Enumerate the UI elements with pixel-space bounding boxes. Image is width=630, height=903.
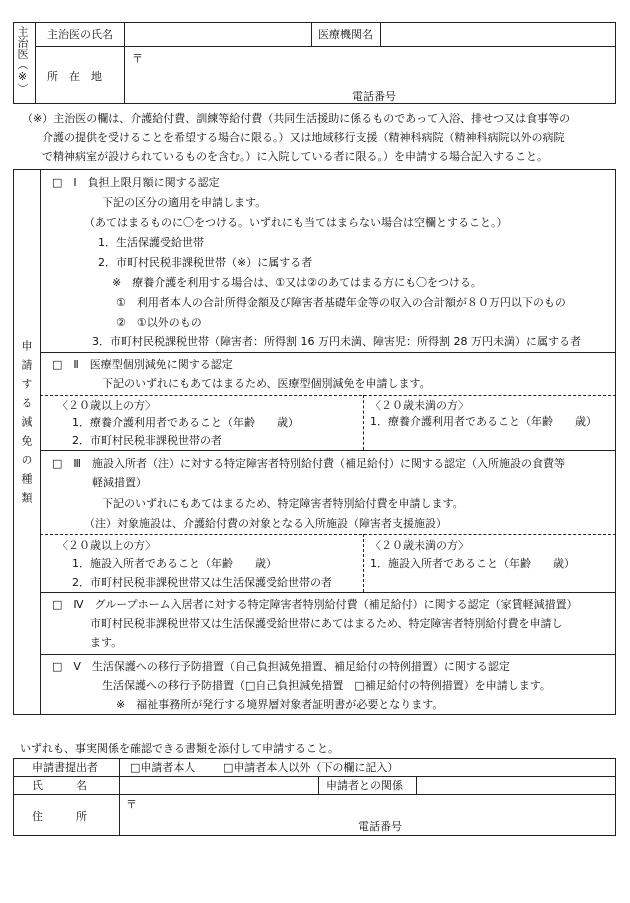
submitter-phone-label: 電話番号 [358, 820, 402, 833]
relation-field[interactable] [418, 778, 614, 793]
sec5-title[interactable]: □ Ⅴ 生活保護への移行予防措置（自己負担減免措置、補足給付の特例措置）に関する認定 [52, 660, 510, 673]
sec3-note: （注）対象施設は、介護給付費の対象となる入所施設（障害者支援施設） [84, 517, 447, 530]
institution-label: 医療機関名 [318, 28, 373, 41]
doctor-postal-mark: 〒 [132, 52, 143, 65]
doctor-name-label: 主治医の氏名 [47, 28, 113, 41]
sec3-title-cont: 軽減措置） [92, 476, 147, 489]
submitter-name-label: 氏 名 [32, 779, 87, 792]
sec3-left-item-1: 1．施設入所者であること（年齢 歳） [72, 557, 277, 570]
sec2-right-item-1: 1．療養介護利用者であること（年齢 歳） [370, 415, 597, 428]
sec1-line-3: 1．生活保護受給世帯 [98, 236, 204, 249]
sec1-title[interactable]: □ Ⅰ 負担上限月額に関する認定 [52, 176, 220, 189]
doctor-phone-label: 電話番号 [352, 90, 396, 103]
sec1-line-5: ※ 療養介護を利用する場合は、①又は②のあてはまる方にも〇をつける。 [112, 276, 482, 289]
sec2-right-head: 〈２０歳未満の方〉 [370, 399, 469, 412]
sec3-line: 下記のいずれにもあてはまるため、特定障害者特別給付費を申請します。 [102, 497, 464, 510]
doctor-address-label: 所 在 地 [47, 70, 102, 83]
sec3-right-head: 〈２０歳未満の方〉 [370, 539, 469, 552]
sec5-note: ※ 福祉事務所が発行する境界層対象者証明書が必要となります。 [116, 698, 444, 711]
submitter-option-self[interactable]: □申請者本人 [130, 761, 196, 774]
doctor-note-line-2: 介護の提供を受けることを希望する場合に限る。）又は地域移行支援（精神科病院（精神科病院以外の病院 [42, 131, 565, 144]
sec3-left-head: 〈２０歳以上の方〉 [57, 539, 156, 552]
sec2-left-item-2: 2．市町村民税非課税世帯の者 [72, 434, 222, 447]
sec2-left-item-1: 1．療養介護利用者であること（年齢 歳） [72, 416, 299, 429]
sec1-line-2: （あてはまるものに〇をつける。いずれにも当てはまらない場合は空欄とすること。） [84, 216, 508, 229]
submitter-label: 申請書提出者 [32, 761, 98, 774]
footer-note: いずれも、事実関係を確認できる書類を添付して申請すること。 [20, 742, 339, 755]
submitter-option-other[interactable]: □申請者本人以外（下の欄に記入） [223, 761, 399, 774]
sec4-line-cont: ます。 [90, 636, 123, 649]
submitter-address-label: 住 所 [32, 810, 87, 823]
doctor-note-line-1: （※）主治医の欄は、介護給付費、訓練等給付費（共同生活援助に係るものであって入浴、排せつ又は食事等の [22, 112, 571, 125]
sec5-line[interactable]: 生活保護への移行予防措置（□自己負担減免措置 □補足給付の特例措置）を申請します。 [102, 679, 551, 692]
doctor-note-line-3: で精神病室が設けられているものを含む。）に入院している者に限る。）を申請する場合記入すること。 [42, 150, 548, 163]
sec2-left-head: 〈２０歳以上の方〉 [57, 399, 156, 412]
sec4-title[interactable]: □ Ⅳ グループホーム入居者に対する特定障害者特別給付費（補足給付）に関する認定（家賃軽減措置） [52, 598, 578, 611]
sec1-line-1: 下記の区分の適用を申請します。 [102, 196, 267, 209]
types-side-label: 申請する減免の種類 [20, 340, 33, 511]
submitter-postal-mark: 〒 [126, 798, 137, 811]
sec3-right-item-1: 1．施設入所者であること（年齢 歳） [370, 557, 575, 570]
submitter-name-field[interactable] [121, 778, 316, 793]
sec1-line-7: ② ①以外のもの [116, 316, 202, 329]
sec2-line: 下記のいずれにもあてはまるため、医療型個別減免を申請します。 [102, 377, 431, 390]
sec4-line: 市町村民税非課税世帯又は生活保護受給世帯にあてはまるため、特定障害者特別給付費を申請し [90, 617, 563, 630]
sec1-line-4: 2．市町村民税非課税世帯（※）に属する者 [98, 256, 313, 269]
doctor-name-field[interactable] [126, 24, 309, 44]
institution-field[interactable] [382, 24, 614, 44]
doctor-side-label: 主治医（※） [16, 26, 29, 94]
sec2-title[interactable]: □ Ⅱ 医療型個別減免に関する認定 [52, 358, 233, 371]
relation-label: 申請者との関係 [326, 779, 403, 792]
sec3-left-item-2: 2．市町村民税非課税世帯又は生活保護受給世帯の者 [72, 576, 332, 589]
sec1-line-8: 3．市町村民税課税世帯（障害者：所得割 16 万円未満、障害児：所得割 28 万円未満）に属する者 [92, 335, 581, 348]
sec3-title[interactable]: □ Ⅲ 施設入所者（注）に対する特定障害者特別給付費（補足給付）に関する認定（入所施設の食費等 [52, 457, 565, 470]
sec1-line-6: ① 利用者本人の合計所得金額及び障害者基礎年金等の収入の合計額が８０万円以下のもの [116, 296, 566, 309]
